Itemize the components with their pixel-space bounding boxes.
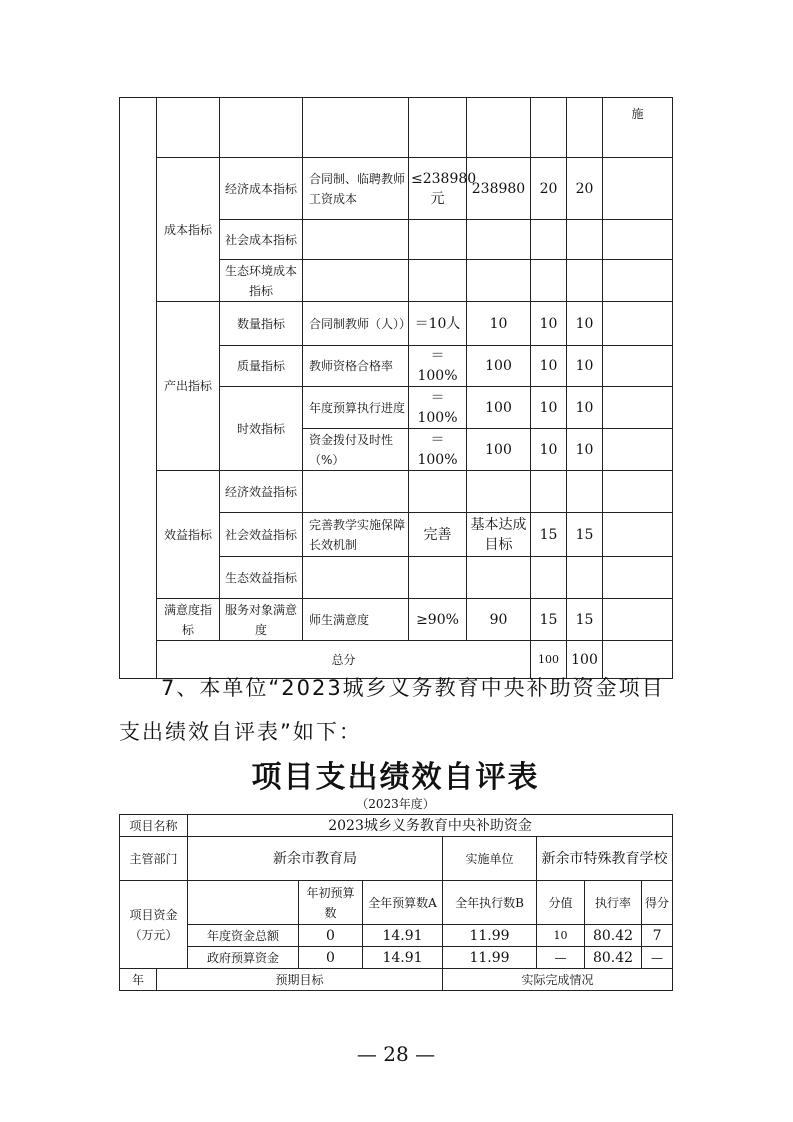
page-number: — 28 —: [356, 1042, 436, 1066]
total-weight: 100: [531, 641, 567, 679]
table-row: 资金拨付及时性（%） ＝100% 100 10 10: [120, 429, 673, 471]
category-satisfaction: 满意度指标: [157, 599, 220, 641]
table-row: 主管部门 新余市教育局 实施单位 新余市特殊教育学校: [120, 837, 673, 881]
table-row: 年度资金总额 0 14.91 11.99 10 80.42 7: [120, 925, 673, 947]
implementing-unit: 新余市特殊教育学校: [537, 837, 673, 881]
table-row: 满意度指标 服务对象满意度 师生满意度 ≥90% 90 15 15: [120, 599, 673, 641]
form-title: 项目支出绩效自评表: [251, 760, 540, 795]
table-row: 项目名称 2023城乡义务教育中央补助资金: [120, 815, 673, 837]
performance-indicator-table: [119, 97, 673, 679]
category-cost: 成本指标: [157, 158, 220, 302]
total-score: 100: [567, 641, 603, 679]
table-row: 质量指标 教师资格合格率 ＝100% 100 10 10: [120, 346, 673, 387]
table-row: 社会成本指标: [120, 220, 673, 260]
table-row: 成本指标 经济成本指标 合同制、临聘教师工资成本 ≤238980元 238980 20 20: [120, 158, 673, 220]
project-name: 2023城乡义务教育中央补助资金: [188, 815, 673, 837]
form-year: （2023年度）: [356, 797, 435, 811]
table-row: 效益指标 经济效益指标: [120, 471, 673, 513]
table-row: 年 预期目标 实际完成情况: [120, 969, 673, 991]
table-row: 生态环境成本指标: [120, 260, 673, 302]
funds-label: 项目资金（万元）: [120, 881, 188, 969]
table-row: 政府预算资金 0 14.91 11.99 — 80.42 —: [120, 947, 673, 969]
table-row: 生态效益指标: [120, 557, 673, 599]
table-row: 社会效益指标 完善教学实施保障长效机制 完善 基本达成目标 15 15: [120, 513, 673, 557]
total-label: 总分: [157, 641, 531, 679]
project-expenditure-table: [119, 814, 673, 991]
table-row: 产出指标 数量指标 合同制教师（人）） ＝10人 10 10 10: [120, 302, 673, 346]
top-cell-text: 施: [603, 98, 673, 158]
body-paragraph: 7、本单位“2023城乡义务教育中央补助资金项目支出绩效自评表”如下：: [119, 676, 665, 744]
department: 新余市教育局: [188, 837, 443, 881]
left-blank-cell: [120, 98, 157, 679]
category-benefit: 效益指标: [157, 471, 220, 599]
table-row: 项目资金（万元） 年初预算数 全年预算数A 全年执行数B 分值 执行率 得分: [120, 881, 673, 925]
category-output: 产出指标: [157, 302, 220, 471]
table-row: 时效指标 年度预算执行进度 ＝100% 100 10 10: [120, 387, 673, 429]
